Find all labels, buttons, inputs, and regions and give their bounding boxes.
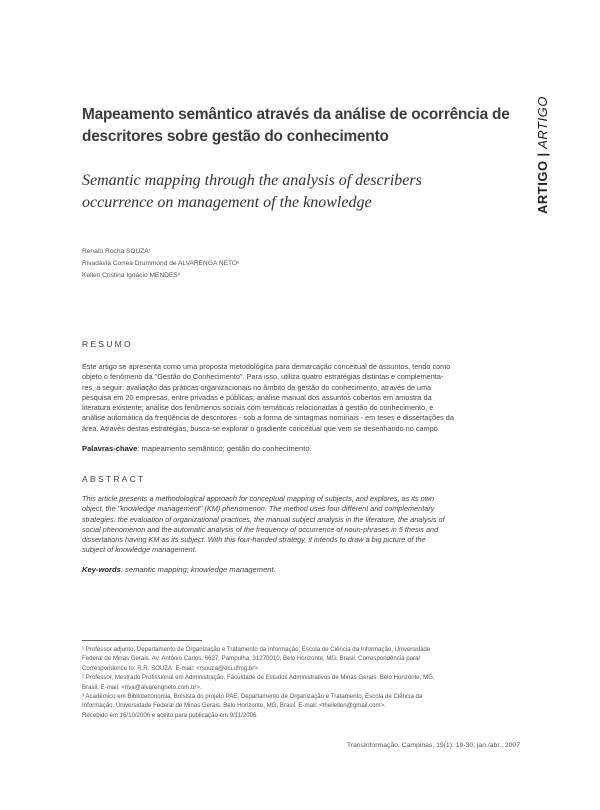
- author-name: Renato Rocha SOUZA¹: [82, 248, 151, 255]
- side-label-bold: ARTIGO: [534, 160, 550, 214]
- english-title-line: Semantic mapping through the analysis of describers: [82, 172, 422, 189]
- keywords-text: : semantic mapping; knowledge management.: [120, 565, 276, 574]
- resumo-line: Este artigo se apresenta como uma proposta metodológica para demarcação conceitual de assuntos, tendo como: [82, 362, 451, 371]
- footnote-line: ² Professor, Mestrado Profissional em Administração, Faculdade de Estudos Administrativos de Minas Gerais. Belo Horizonte, MG,: [82, 674, 435, 682]
- abstract-line: object, the "knowledge management" (KM) phenomenon. The method uses four different and complementary: [82, 504, 435, 514]
- english-title-line: occurrence on management of the knowledge: [82, 194, 372, 211]
- resumo-line: res, a seguir: avaliação das práticas organizacionais no âmbito da gestão do conhecimento, através de uma: [82, 382, 432, 392]
- keywords-text: : mapeamento semântico; gestão do conhecimento.: [137, 444, 312, 453]
- abstract-heading: ABSTRACT: [82, 474, 146, 484]
- footnote-line: Brasil. E-mail: <riva@alvarengneto.com.br>.: [82, 683, 202, 691]
- author-name: Rivadávia Correa Drummond de ALVARENGA NETO²: [82, 260, 240, 267]
- resumo-line: análise automática da freqüência de descritores - sob a forma de sintagmas nominais - em teses e dissertações da: [82, 413, 454, 423]
- section-side-label: [529, 96, 555, 214]
- footnote-line: Informação, Universidade Federal de Minas Gerais. Belo Horizonte, MG, Brasil. E-mail: <theilellen@gmail.com>.: [82, 702, 386, 710]
- abstract-line: strategies: the evaluation of organizational practices, the manual subject analysis in the literature, the analysis of: [82, 514, 445, 524]
- resumo-line: pesquisa em 20 empresas, entre privadas e públicas; análise manual dos assuntos cobertos em amostra da: [82, 392, 432, 402]
- article-title-line: descritores sobre gestão do conhecimento: [82, 128, 389, 145]
- abstract-line: This article presents a methodological approach for conceptual mapping of subjects, and explores, as its own: [82, 494, 435, 503]
- footnote-line: Correspondence to: R.R. SOUZA. E-mail: <rsouza@eci.ufmg.br>.: [82, 664, 260, 672]
- abstract-line: dissertations having KM as its subject. With this four-handed strategy, it intends to draw a big picture of the: [82, 535, 426, 545]
- footnotes: [82, 645, 522, 720]
- keywords-label: Key-words: [82, 565, 121, 574]
- footnote-line: ¹ Professor adjunto, Departamento de Organização e Tratamento da Informação, Escola de Ciência da Informação, Universidade: [82, 646, 431, 653]
- abstract-keywords: [82, 565, 276, 574]
- footnote-line: ³ Acadêmico em Biblioteconomia, Bolsista do projeto PAE, Departamento de Organização e Tratamento, Escola de Ciência da: [82, 693, 423, 701]
- resumo-heading: RESUMO: [82, 339, 133, 349]
- resumo-line: área. Através destas estratégias, busca-se explorar o gradiente conceitual que vem se desenhando no campo.: [82, 423, 440, 433]
- english-title: [82, 170, 502, 214]
- abstract-body: [82, 494, 520, 556]
- footnote-line: Recebido em 16/10/2006 e aceito para publicação em 9/11/2006.: [82, 711, 259, 719]
- abstract-line: subject of knowledge management.: [82, 545, 197, 555]
- resumo-keywords: [82, 444, 312, 453]
- keywords-label: Palavras-chave: [82, 444, 138, 453]
- author-list: [82, 246, 239, 282]
- resumo-line: objeto o fenômeno da "Gestão do Conhecimento". Para isso, utiliza quatro estratégias distintas e complementa-: [82, 372, 444, 382]
- author-name: Kellen Cristina Ignácio MENDES³: [82, 272, 180, 279]
- side-label-separator: |: [534, 152, 550, 157]
- journal-citation: TransInformação, Campinas, 19(1): 19-30, jan./abr., 2007: [346, 742, 520, 749]
- article-title: [82, 104, 527, 148]
- footnote-line: Federal de Minas Gerais. Av. Antônio Carlos, 6627, Pampulha, 31270010, Belo Horizonte, MG, Brasil. Correspondência para/: [82, 655, 421, 663]
- footnote-divider: [82, 640, 202, 641]
- resumo-body: [82, 362, 520, 434]
- article-title-line: Mapeamento semântico através da análise de ocorrência de: [82, 106, 510, 123]
- side-label-italic: ARTIGO: [534, 96, 550, 149]
- abstract-line: social phenomenon and the automatic analysis of the frequency of occurrence of noun-phrases in 5 thesis and: [82, 524, 439, 534]
- resumo-line: literatura existente; análise dos fenômenos sociais com temáticas relacionadas à gestão do conhecimento, e: [82, 403, 434, 413]
